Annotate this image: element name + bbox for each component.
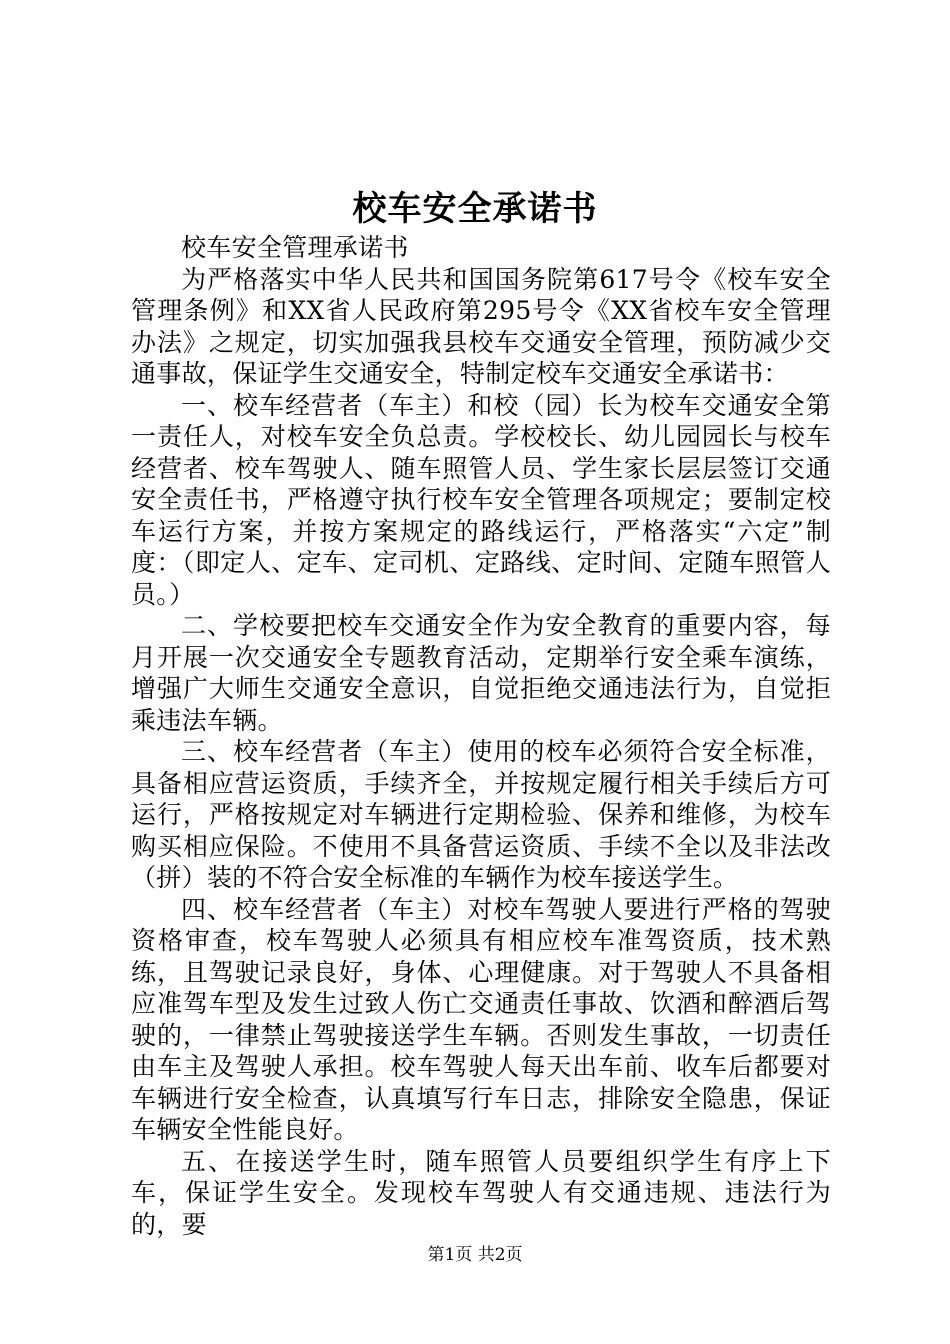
clause-4-paragraph: 四、校车经营者（车主）对校车驾驶人要进行严格的驾驶资格审查，校车驾驶人必须具有相应校车准驾资质，技术熟练，且驾驶记录良好，身体、心理健康。对于驾驶人不具备相应准驾车型及发生过致人伤亡交通责任事故、饮酒和醉酒后驾驶的，一律禁止驾驶接送学生车辆。否则发生事故，一切责任由车主及驾驶人承担。校车驾驶人每天出车前、收车后都要对车辆进行安全检查，认真填写行车日志，排除安全隐患，保证车辆安全性能良好。 [131,894,831,1144]
clause-2-paragraph: 二、学校要把校车交通安全作为安全教育的重要内容，每月开展一次交通安全专题教育活动，定期举行安全乘车演练，增强广大师生交通安全意识，自觉拒绝交通违法行为，自觉拒乘违法车辆。 [131,611,831,735]
intro-paragraph: 为严格落实中华人民共和国国务院第617号令《校车安全管理条例》和XX省人民政府第295号令《XX省校车安全管理办法》之规定，切实加强我县校车交通安全管理，预防减少交通事故，保证学生交通安全，特制定校车交通安全承诺书： [131,264,831,388]
clause-5-paragraph: 五、在接送学生时，随车照管人员要组织学生有序上下车，保证学生安全。发现校车驾驶人有交通违规、违法行为的，要 [131,1146,831,1239]
subtitle-paragraph: 校车安全管理承诺书 [181,233,409,262]
document-title: 校车安全承诺书 [352,189,598,229]
clause-3-paragraph: 三、校车经营者（车主）使用的校车必须符合安全标准，具备相应营运资质，手续齐全，并按规定履行相关手续后方可运行，严格按规定对车辆进行定期检验、保养和维修，为校车购买相应保险。不使用不具备营运资质、手续不全以及非法改（拼）装的不符合安全标准的车辆作为校车接送学生。 [131,737,831,892]
clause-1-paragraph: 一、校车经营者（车主）和校（园）长为校车交通安全第一责任人，对校车安全负总责。学校校长、幼儿园园长与校车经营者、校车驾驶人、随车照管人员、学生家长层层签订交通安全责任书，严格遵守执行校车安全管理各项规定；要制定校车运行方案，并按方案规定的路线运行，严格落实“六定”制度：（即定人、定车、定司机、定路线、定时间、定随车照管人员。） [131,390,831,609]
document-body [131,232,831,1240]
page-number-footer: 第1页 共2页 [427,1245,523,1265]
